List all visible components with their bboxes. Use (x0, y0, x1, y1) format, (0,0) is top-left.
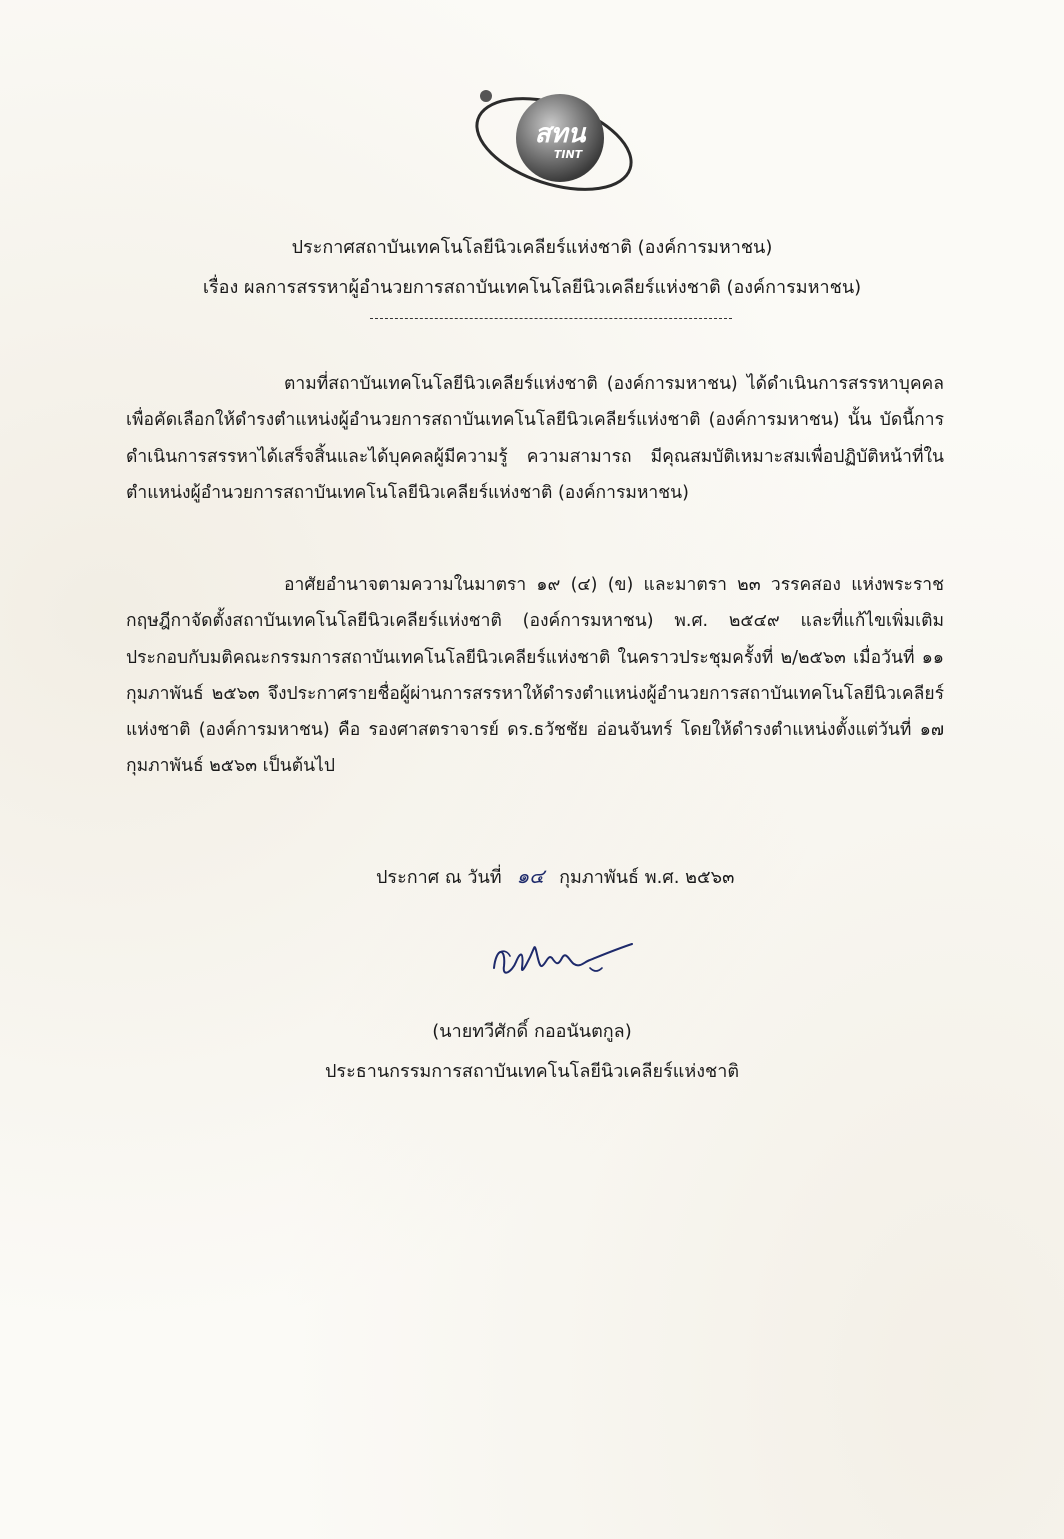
announcement-subject: เรื่อง ผลการสรรหาผู้อำนวยการสถาบันเทคโนโลยีนิวเคลียร์แห่งชาติ (องค์การมหาชน) (202, 277, 862, 298)
announcement-date (376, 860, 734, 892)
title-divider (370, 318, 732, 319)
paragraph-1-text: ตามที่สถาบันเทคโนโลยีนิวเคลียร์แห่งชาติ (องค์การมหาชน) ได้ดำเนินการสรรหาบุคคลเพื่อคัดเลือกให้ดำรงตำแหน่งผู้อำนวยการสถาบันเทคโนโลยีนิวเคลียร์แห่งชาติ (องค์การมหาชน) นั้น บัดนี้การดำเนินการสรรหาได้เสร็จสิ้นและได้บุคคลผู้มีความรู้ ความสามารถ มีคุณสมบัติเหมาะสมเพื่อปฏิบัติหน้าที่ในตำแหน่งผู้อำนวยการสถาบันเทคโนโลยีนิวเคลียร์แห่งชาติ (องค์การมหาชน) (126, 374, 944, 503)
signer-title: ประธานกรรมการสถาบันเทคโนโลยีนิวเคลียร์แห่งชาติ (324, 1061, 740, 1082)
signature (486, 928, 636, 990)
logo-text-main: สทน (534, 119, 586, 149)
handwritten-day: ๑๔ (516, 864, 545, 888)
signer-name: (นายทวีศักดิ์ กออนันตกูล) (432, 1021, 632, 1042)
tint-logo (468, 80, 638, 200)
date-prefix: ประกาศ ณ วันที่ (376, 867, 502, 888)
body-paragraph-1 (126, 366, 944, 511)
date-suffix: กุมภาพันธ์ พ.ศ. ๒๕๖๓ (559, 867, 735, 888)
paragraph-2-text: อาศัยอำนาจตามความในมาตรา ๑๙ (๔) (ข) และมาตรา ๒๓ วรรคสอง แห่งพระราชกฤษฎีกาจัดตั้งสถาบันเทคโนโลยีนิวเคลียร์แห่งชาติ (องค์การมหาชน) พ.ศ. ๒๕๔๙ และที่แก้ไขเพิ่มเติม ประกอบกับมติคณะกรรมการสถาบันเทคโนโลยีนิวเคลียร์แห่งชาติ ในคราวประชุมครั้งที่ ๒/๒๕๖๓ เมื่อวันที่ ๑๑ กุมภาพันธ์ ๒๕๖๓ จึงประกาศรายชื่อผู้ผ่านการสรรหาให้ดำรงตำแหน่งผู้อำนวยการสถาบันเทคโนโลยีนิวเคลียร์แห่งชาติ (องค์การมหาชน) คือ รองศาสตราจารย์ ดร.ธวัชชัย อ่อนจันทร์ โดยให้ดำรงตำแหน่งตั้งแต่วันที่ ๑๗ กุมภาพันธ์ ๒๕๖๓ เป็นต้นไป (126, 575, 944, 777)
announcement-title: ประกาศสถาบันเทคโนโลยีนิวเคลียร์แห่งชาติ (องค์การมหาชน) (291, 237, 773, 258)
logo-text-sub: TINT (553, 148, 583, 161)
logo-small-orb (480, 90, 492, 102)
body-paragraph-2 (126, 567, 944, 785)
